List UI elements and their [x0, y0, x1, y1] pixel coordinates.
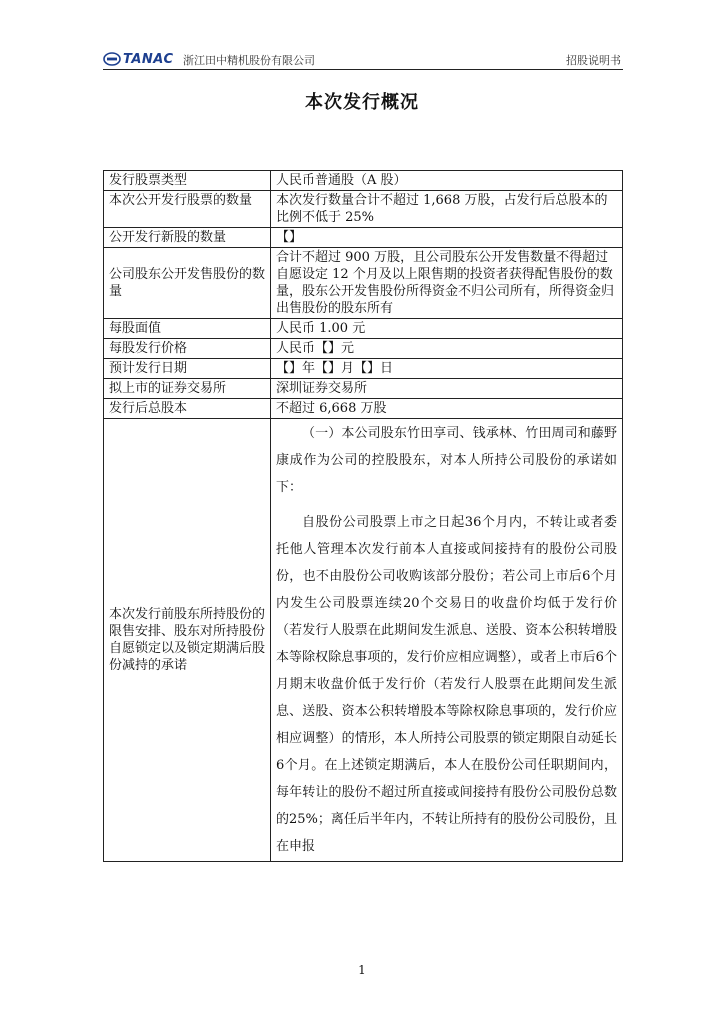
- row-value: 人民币 1.00 元: [271, 319, 623, 339]
- page-title: 本次发行概况: [305, 92, 419, 113]
- lockup-row: [104, 419, 623, 862]
- page-number: 1: [358, 963, 366, 977]
- logo-mark-icon: [103, 52, 121, 66]
- logo-text: TANAC: [123, 51, 174, 67]
- table-row: [104, 191, 623, 228]
- table-row: [104, 248, 623, 319]
- table-row: [104, 339, 623, 359]
- row-label: 预计发行日期: [104, 359, 271, 379]
- row-label: 本次公开发行股票的数量: [104, 191, 271, 228]
- row-label: 公司股东公开发售股份的数量: [104, 248, 271, 319]
- row-label: 拟上市的证券交易所: [104, 379, 271, 399]
- table-row: [104, 319, 623, 339]
- page-header: [103, 50, 623, 70]
- lockup-content: [271, 419, 623, 862]
- company-logo: [103, 52, 174, 66]
- row-value: 【】: [271, 228, 623, 248]
- company-name: 浙江田中精机股份有限公司: [183, 54, 315, 67]
- row-label: 公开发行新股的数量: [104, 228, 271, 248]
- header-divider: [103, 69, 623, 70]
- row-value: 深圳证券交易所: [271, 379, 623, 399]
- lockup-paragraph-1: （一）本公司股东竹田享司、钱承林、竹田周司和藤野康成作为公司的控股股东，对本人所持公司股份的承诺如下：: [276, 426, 617, 495]
- row-label: 每股发行价格: [104, 339, 271, 359]
- offering-overview-table: [103, 170, 623, 862]
- document-type: 招股说明书: [566, 54, 621, 67]
- row-value: 本次发行数量合计不超过 1,668 万股，占发行后总股本的比例不低于 25%: [271, 191, 623, 228]
- table-row: [104, 359, 623, 379]
- table-row: [104, 171, 623, 191]
- lockup-paragraph-2: 自股份公司股票上市之日起36个月内，不转让或者委托他人管理本次发行前本人直接或间接持有的股份公司股份，也不由股份公司收购该部分股份；若公司上市后6个月内发生公司股票连续20个交易日的收盘价均低于发行价（若发行人股票在此期间发生派息、送股、资本公积转增股本等除权除息事项的，发行价应相应调整），或者上市后6个月期末收盘价低于发行价（若发行人股票在此期间发生派息、送股、资本公积转增股本等除权除息事项的，发行价应相应调整）的情形，本人所持公司股票的锁定期限自动延长6个月。在上述锁定期满后，本人在股份公司任职期间内，每年转让的股份不超过所直接或间接持有股份公司股份总数的25%；离任后半年内，不转让所持有的股份公司股份，且在申报: [276, 515, 617, 854]
- table-row: [104, 379, 623, 399]
- lockup-label: 本次发行前股东所持股份的限售安排、股东对所持股份自愿锁定以及锁定期满后股份减持的承诺: [104, 419, 271, 862]
- row-value: 不超过 6,668 万股: [271, 399, 623, 419]
- row-label: 每股面值: [104, 319, 271, 339]
- row-value: 人民币普通股（A 股）: [271, 171, 623, 191]
- table-row: [104, 228, 623, 248]
- row-value: 【】年【】月【】日: [271, 359, 623, 379]
- row-value: 人民币【】元: [271, 339, 623, 359]
- row-value: 合计不超过 900 万股，且公司股东公开发售数量不得超过自愿设定 12 个月及以上限售期的投资者获得配售股份的数量，股东公开发售股份所得资金不归公司所有，所得资金归出售股份的股东所有: [271, 248, 623, 319]
- row-label: 发行后总股本: [104, 399, 271, 419]
- table-row: [104, 399, 623, 419]
- row-label: 发行股票类型: [104, 171, 271, 191]
